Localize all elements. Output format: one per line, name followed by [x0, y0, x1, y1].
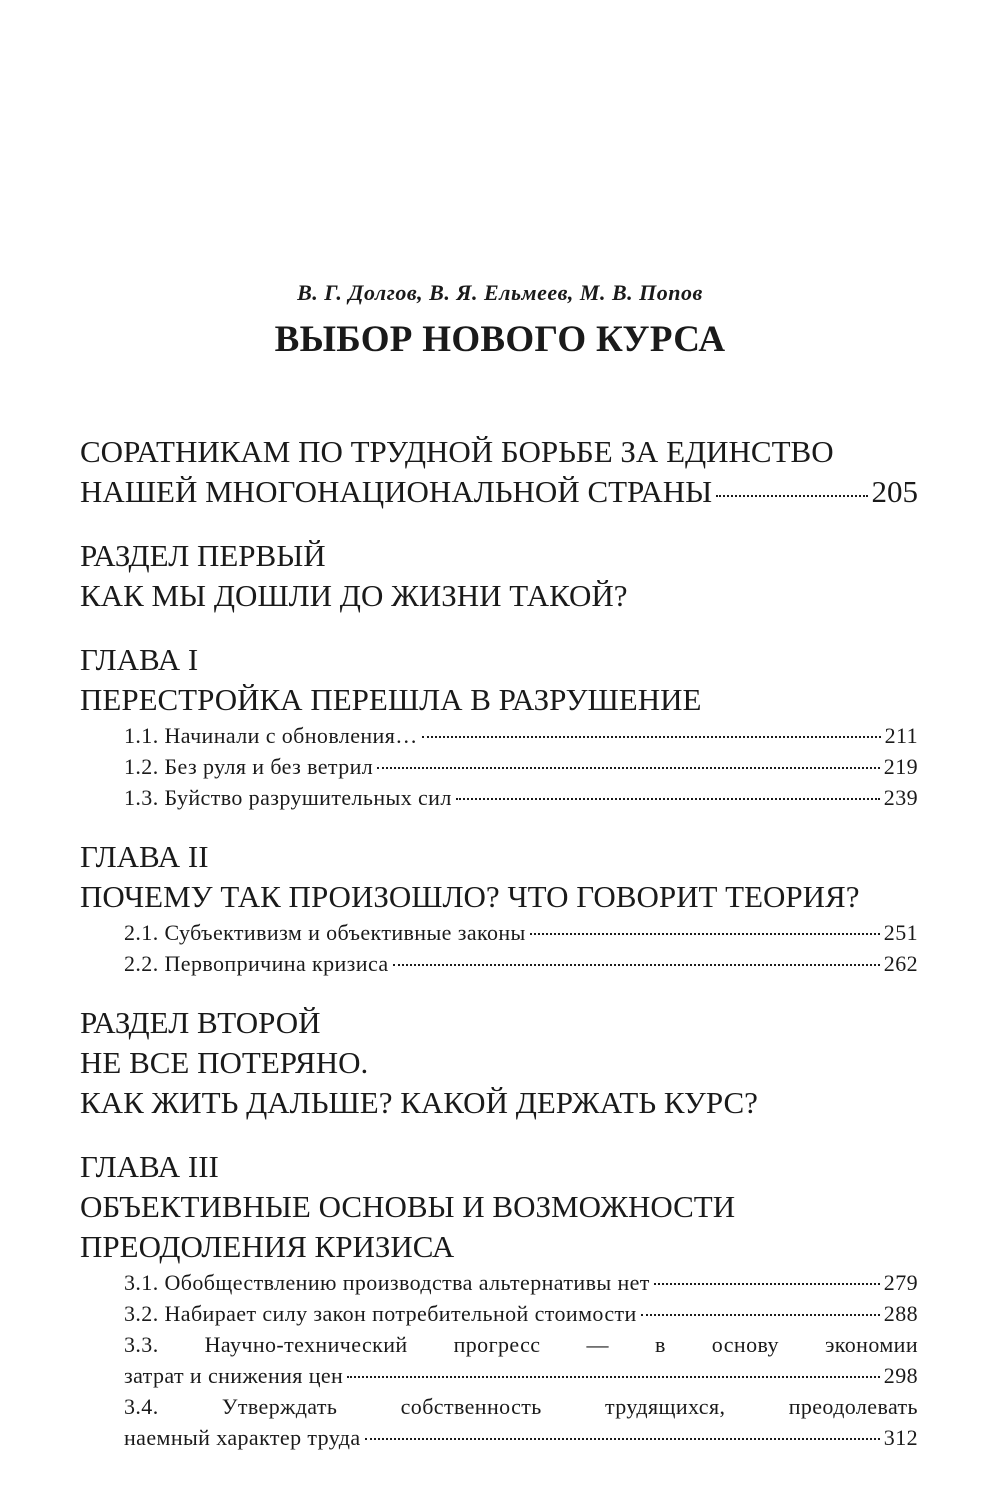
- toc-chapter-2: [80, 837, 918, 979]
- entry-text: 3.2. Набирает силу закон потребительной стоимости: [124, 1301, 637, 1326]
- toc-entry-1-3[interactable]: [124, 782, 918, 813]
- page-number: 262: [883, 951, 918, 976]
- toc-entry-1-2[interactable]: [124, 751, 918, 782]
- chapter-2-title: ПОЧЕМУ ТАК ПРОИЗОШЛО? ЧТО ГОВОРИТ ТЕОРИЯ?: [80, 879, 860, 914]
- dot-leader: [716, 495, 867, 497]
- page-number: 205: [871, 474, 918, 509]
- dot-leader: [365, 1438, 880, 1440]
- toc-entry-2-1[interactable]: [124, 917, 918, 948]
- toc-entry-3-2[interactable]: [124, 1298, 918, 1329]
- dedication-line-2-text: НАШЕЙ МНОГОНАЦИОНАЛЬНОЙ СТРАНЫ: [80, 474, 713, 509]
- part-1-title: КАК МЫ ДОШЛИ ДО ЖИЗНИ ТАКОЙ?: [80, 578, 628, 613]
- part-1-label: РАЗДЕЛ ПЕРВЫЙ: [80, 538, 326, 573]
- toc-entry-3-3-line-2[interactable]: [124, 1360, 918, 1391]
- entry-text: затрат и снижения цен: [124, 1363, 344, 1388]
- toc-entry-3-1[interactable]: [124, 1267, 918, 1298]
- dot-leader: [654, 1283, 880, 1285]
- page-number: 251: [883, 920, 918, 945]
- dot-leader: [377, 767, 880, 769]
- entry-text: 1.2. Без руля и без ветрил: [124, 754, 374, 779]
- entry-text: наемный характер труда: [124, 1425, 361, 1450]
- entry-text: 1.1. Начинали с обновления…: [124, 723, 418, 748]
- toc-entry-3-4-line-2[interactable]: [124, 1422, 918, 1453]
- page-number: 219: [883, 754, 918, 779]
- toc-part-1: [80, 536, 918, 616]
- entry-text: 2.1. Субъективизм и объективные законы: [124, 920, 526, 945]
- chapter-1-title: ПЕРЕСТРОЙКА ПЕРЕШЛА В РАЗРУШЕНИЕ: [80, 682, 702, 717]
- page-number: 298: [883, 1363, 918, 1388]
- dot-leader: [347, 1376, 880, 1378]
- dot-leader: [456, 798, 880, 800]
- entry-text: 2.2. Первопричина кризиса: [124, 951, 389, 976]
- chapter-1-label: ГЛАВА I: [80, 642, 199, 677]
- chapter-3-title-1: ОБЪЕКТИВНЫЕ ОСНОВЫ И ВОЗМОЖНОСТИ: [80, 1189, 736, 1224]
- dot-leader: [641, 1314, 880, 1316]
- dedication-line-1: СОРАТНИКАМ ПО ТРУДНОЙ БОРЬБЕ ЗА ЕДИНСТВО: [80, 434, 834, 469]
- chapter-2-label: ГЛАВА II: [80, 839, 209, 874]
- dedication-line-2[interactable]: [80, 472, 918, 512]
- toc-entry-2-2[interactable]: [124, 948, 918, 979]
- page-number: 239: [883, 785, 918, 810]
- toc-entry-3-4-line-1[interactable]: 3.4. Утверждать собственность трудящихся, преодолевать: [124, 1394, 918, 1419]
- chapter-3-label: ГЛАВА III: [80, 1149, 219, 1184]
- toc-chapter-3: [80, 1147, 918, 1453]
- book-title: ВЫБОР НОВОГО КУРСА: [274, 319, 726, 360]
- dot-leader: [530, 933, 880, 935]
- chapter-3-title-2: ПРЕОДОЛЕНИЯ КРИЗИСА: [80, 1229, 455, 1264]
- part-2-line-1: НЕ ВСЕ ПОТЕРЯНО.: [80, 1045, 369, 1080]
- authors-line: В. Г. Долгов, В. Я. Ельмеев, М. В. Попов: [297, 280, 703, 305]
- page-number: 211: [884, 723, 918, 748]
- toc-entry-1-1[interactable]: [124, 720, 918, 751]
- toc-dedication: [80, 432, 918, 512]
- toc-entry-3-3-line-1[interactable]: 3.3. Научно-технический прогресс — в основу экономии: [124, 1332, 918, 1357]
- entry-text: 3.1. Обобществлению производства альтернативы нет: [124, 1270, 650, 1295]
- page-number: 288: [883, 1301, 918, 1326]
- toc-chapter-1: [80, 640, 918, 813]
- entry-text: 1.3. Буйство разрушительных сил: [124, 785, 452, 810]
- toc-part-2: [80, 1003, 918, 1123]
- dot-leader: [393, 964, 880, 966]
- page-number: 279: [883, 1270, 918, 1295]
- table-of-contents: [80, 432, 918, 1453]
- dot-leader: [422, 736, 881, 738]
- part-2-line-2: КАК ЖИТЬ ДАЛЬШЕ? КАКОЙ ДЕРЖАТЬ КУРС?: [80, 1085, 758, 1120]
- page-number: 312: [883, 1425, 918, 1450]
- part-2-label: РАЗДЕЛ ВТОРОЙ: [80, 1005, 321, 1040]
